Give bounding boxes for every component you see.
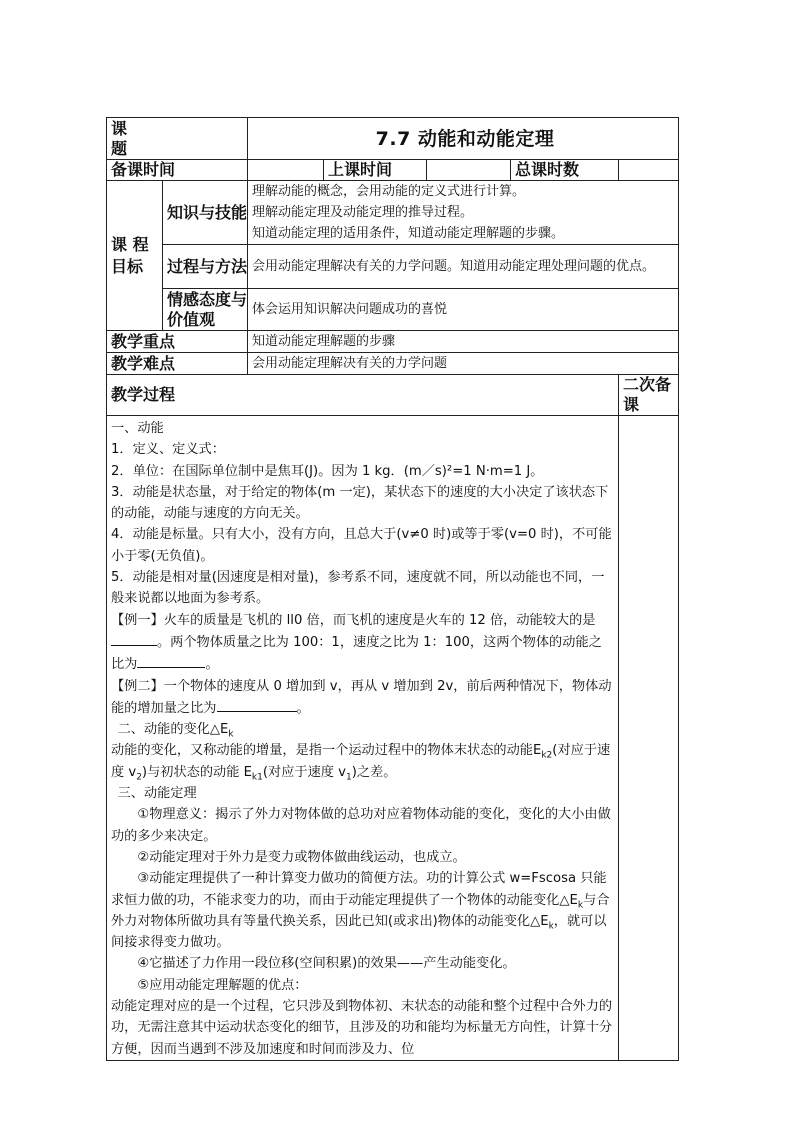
section-2-title: 二、动能的变化$\triangle E_k$ xyxy=(117,722,234,740)
teaching-content xyxy=(107,416,619,1061)
section-1-title: 一、动能 xyxy=(111,421,164,436)
theorem-point-1: ①物理意义：揭示了外力对物体做的总功对应着物体动能的变化，变化的大小由做功的多少来决定。 xyxy=(111,807,611,844)
theorem-point-4: ④它描述了力作用一段位移(空间积累)的效果——产生动能变化。 xyxy=(137,956,516,972)
process-label: 过程与方法 xyxy=(163,245,248,289)
unit-line: 2．单位：在国际单位制中是焦耳(J)。因为 1 kg．(m／s)²=1 N·m=1 J。 xyxy=(111,463,544,479)
total-hours-value[interactable] xyxy=(619,160,679,181)
prep-time-label: 备课时间 xyxy=(107,160,248,181)
knowledge-text: 理解动能的概念，会用动能的定义式进行计算。 理解动能定理及动能定理的推导过程。 知道动能定理的适用条件，知道动能定理解题的步骤。 xyxy=(248,181,679,245)
lesson-plan xyxy=(106,117,678,1061)
class-time-label: 上课时间 xyxy=(324,160,427,181)
theorem-point-5: ⑤应用动能定理解题的优点： xyxy=(137,977,308,993)
process-text: 会用动能定理解决有关的力学问题。知道用动能定理处理问题的优点。 xyxy=(248,245,679,289)
example-1: 【例一】火车的质量是飞机的 ll0 倍，而飞机的速度是火车的 12 倍，动能较大的是。两个物体质量之比为 100：1，速度之比为 1：100，这两个物体的动能之比为 。 xyxy=(111,612,602,673)
emotion-label: 情感态度与价值观 xyxy=(163,289,248,331)
answer-blank[interactable] xyxy=(217,697,297,712)
second-prep-header: 二次备课 xyxy=(619,375,679,416)
second-prep-notes[interactable] xyxy=(619,416,679,1061)
section-3-title: 三、动能定理 xyxy=(117,786,197,802)
theorem-point-2: ②动能定理对于外力是变力或物体做曲线运动，也成立。 xyxy=(137,849,466,865)
key-point-text: 知道动能定理解题的步骤 xyxy=(248,331,679,353)
kinetic-change-def: 动能的变化，又称动能的增量，是指一个运动过程中的物体末状态的动能$E_{k2}$(对应于速度 $v_2$)与初状态的动能 $E_{k1}$(对应于速度 $v_1$)之差。 xyxy=(111,743,611,783)
process-header: 教学过程 xyxy=(107,375,619,416)
prep-time-value[interactable] xyxy=(248,160,324,181)
theorem-advantages: 动能定理对应的是一个过程，它只涉及到物体初、末状态的动能和整个过程中合外力的功，无需注意其中运动状态变化的细节，且涉及的功和能均为标量无方向性，计算十分方便，因而当遇到不涉及加速度和时间而涉及力、位 xyxy=(111,999,613,1057)
difficulty-text: 会用动能定理解决有关的力学问题 xyxy=(248,353,679,375)
difficulty-label: 教学难点 xyxy=(107,353,248,375)
answer-blank[interactable] xyxy=(137,653,205,668)
state-quantity-line: 3．动能是状态量，对于给定的物体(m 一定)，某状态下的速度的大小决定了该状态下的动能，动能与速度的方向无关。 xyxy=(111,484,609,522)
emotion-text: 体会运用知识解决问题成功的喜悦 xyxy=(248,289,679,331)
definition-line: 1．定义、定义式： xyxy=(111,442,225,458)
class-time-value[interactable] xyxy=(427,160,511,181)
answer-blank[interactable] xyxy=(111,631,157,646)
example-2: 【例二】一个物体的速度从 0 增加到 v，再从 v 增加到 2v，前后两种情况下，物体动能的增加量之比为 。 xyxy=(111,678,612,716)
subject-title: 7.7 动能和动能定理 xyxy=(248,118,679,160)
goals-label: 课 程 目标 xyxy=(107,181,163,331)
theorem-point-3: ③动能定理提供了一种计算变力做功的简便方法。功的计算公式 w=Fscosa 只能求恒力做的功，不能求变力的功，而由于动能定理提供了一个物体的动能变化$\triangle E_k$与合外力对物体所做功具有等量代换关系，因此已知(或求出)物体的动能变化$\triangle E_k$，就可以间接求得变力做功。 xyxy=(111,871,610,951)
subject-label: 课 题 xyxy=(107,118,248,160)
key-point-label: 教学重点 xyxy=(107,331,248,353)
lesson-plan-table xyxy=(106,117,679,1061)
relative-line: 5．动能是相对量(因速度是相对量)，参考系不同，速度就不同，所以动能也不同，一般来说都以地面为参考系。 xyxy=(111,570,605,607)
scalar-line: 4．动能是标量。只有大小，没有方向，且总大于(v≠0 时)或等于零(v=0 时)，不可能小于零(无负值)。 xyxy=(111,527,612,564)
total-hours-label: 总课时数 xyxy=(511,160,619,181)
knowledge-label: 知识与技能 xyxy=(163,181,248,245)
